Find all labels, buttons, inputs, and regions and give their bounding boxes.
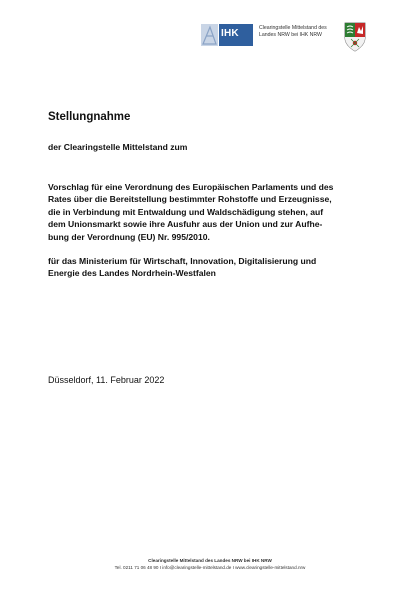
ihk-label: IHK [221,28,239,39]
footer-org: Clearingstelle Mittelstand des Landes NRW bei IHK NRW [148,558,272,563]
page-footer [0,557,420,571]
document-type-heading: Stellungnahme [48,111,131,123]
page-header [0,20,420,56]
clearingstelle-logo-text [259,25,327,39]
nrw-crest-icon [344,22,366,52]
proposal-line: bung der Verordnung (EU) Nr. 995/2010. [48,231,210,242]
proposal-title [48,181,378,243]
author-line: der Clearingstelle Mittelstand zum [48,142,188,152]
proposal-line: Rates über die Bereitstellung bestimmter Rohstoffe und Erzeugnisse, [48,194,332,205]
proposal-line: dem Unionsmarkt sowie ihre Ausfuhr aus der Union und zur Aufhe- [48,219,323,230]
footer-contact: Tel. 0211 71 06 48 90 I info@clearingstelle-mittelstand.de I www.clearingstelle-mittelstand.nrw [114,565,306,570]
proposal-line: Vorschlag für eine Verordnung des Europäischen Parlaments und des [48,182,334,192]
clearing-line-2: Landes NRW bei IHK NRW [259,32,322,38]
clearing-line-1: Clearingstelle Mittelstand des [259,25,327,31]
place-date: Düsseldorf, 11. Februar 2022 [48,375,165,385]
ministry-line: für das Ministerium für Wirtschaft, Innovation, Digitalisierung und [48,256,317,266]
ministry-recipient [48,255,378,280]
ministry-line: Energie des Landes Nordrhein-Westfalen [48,268,216,279]
proposal-line: die in Verbindung mit Entwaldung und Waldschädigung stehen, auf [48,206,324,217]
